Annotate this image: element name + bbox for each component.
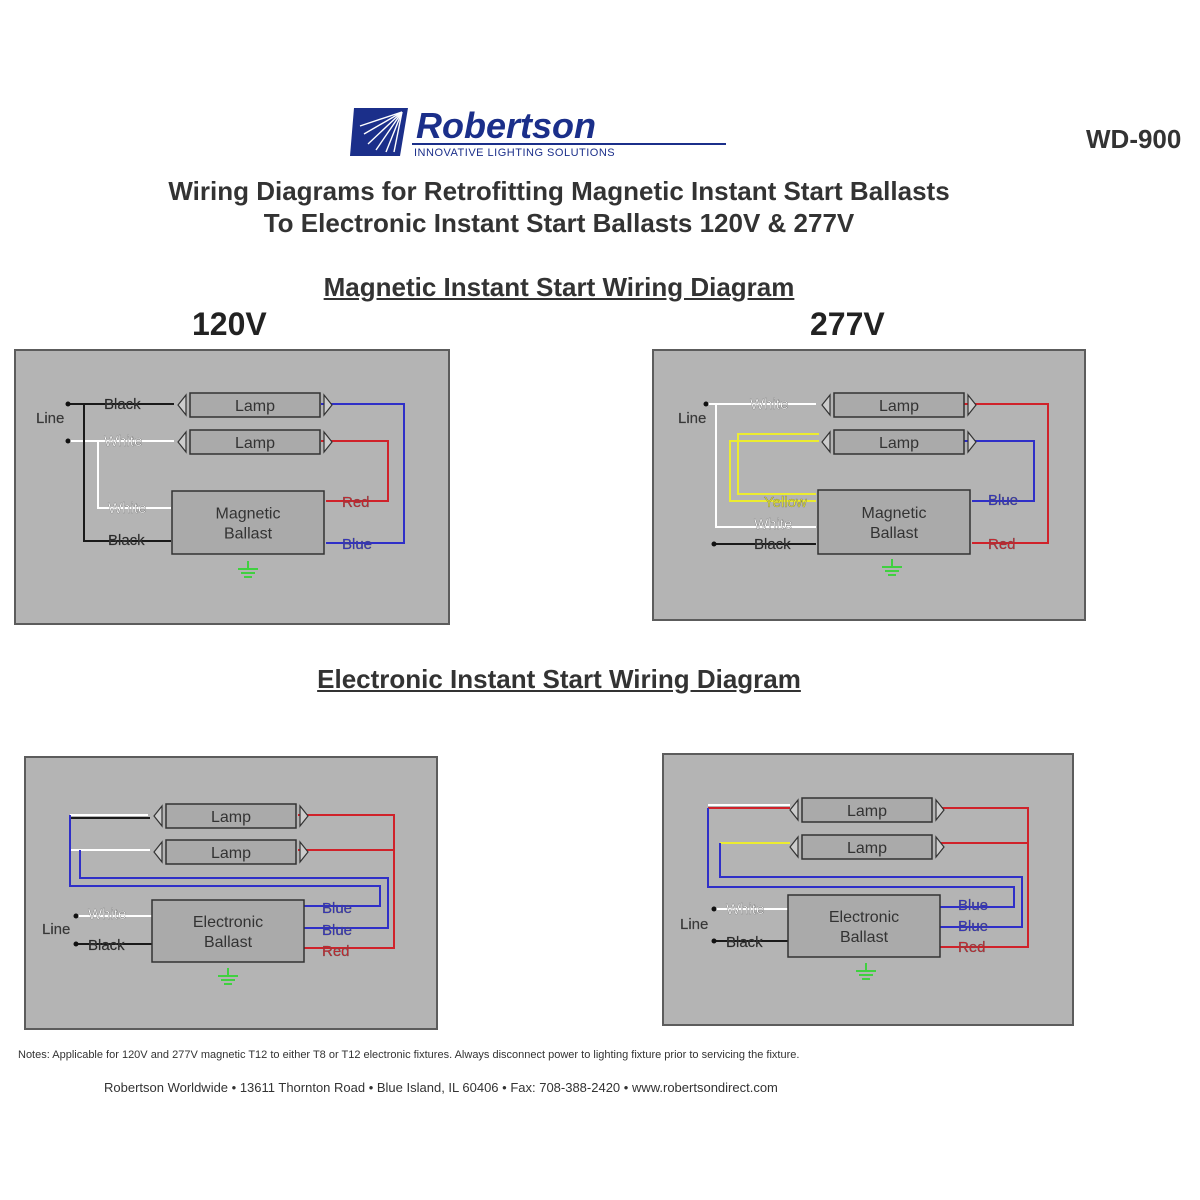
lamp-label: Lamp: [210, 809, 252, 826]
ballast-box: [788, 895, 940, 957]
ground-icon: [238, 561, 258, 577]
lamp-socket-left: [790, 800, 798, 820]
ballast-label: Ballast: [203, 934, 253, 951]
ballast-label: Magnetic: [861, 505, 927, 522]
brand-name: Robertson: [416, 105, 596, 146]
lamp-socket-right: [968, 395, 976, 415]
wire-label-red: Red: [988, 536, 1016, 553]
wire-label-blue: Blue: [322, 900, 353, 917]
lamp-socket-right: [936, 837, 944, 857]
wire-label-blue: Blue: [958, 897, 989, 914]
wire-yellow: [730, 441, 819, 501]
lamp-socket-right: [324, 432, 332, 452]
ballast-label: Ballast: [839, 929, 889, 946]
notes-text: Notes: Applicable for 120V and 277V magnetic T12 to either T8 or T12 electronic fixtures. Always disconnect power to lighting fixture prior to servicing the fixture.: [18, 1049, 800, 1061]
wire-label-blue: Blue: [988, 492, 1019, 509]
lamp-socket-left: [154, 842, 162, 862]
electronic-277v-wiring-diagram: [662, 753, 1074, 1026]
ballast-label: Electronic: [828, 909, 900, 926]
voltage-120-label: 120V: [192, 306, 267, 342]
wire-label-white: White: [754, 516, 793, 533]
wire-label-blue: Blue: [342, 536, 373, 553]
wire-label-white: White: [726, 901, 765, 918]
magnetic-277v-wiring-diagram: [652, 349, 1086, 621]
wire-label-black: Black: [726, 934, 763, 951]
terminal-dot: [712, 542, 717, 547]
terminal-dot: [712, 939, 717, 944]
lamp-label: Lamp: [234, 435, 276, 452]
wire-label-red: Red: [342, 494, 370, 511]
ballast-label: Electronic: [192, 914, 264, 931]
lamp-socket-left: [178, 395, 186, 415]
ballast-label: Magnetic: [215, 505, 281, 523]
lamp-label: Lamp: [846, 803, 888, 820]
ground-icon: [856, 963, 876, 979]
lamp-label: Lamp: [210, 845, 252, 862]
wire-label-red: Red: [958, 939, 986, 956]
lamp-socket-left: [822, 395, 830, 415]
magnetic-section-heading: Magnetic Instant Start Wiring Diagram: [323, 272, 795, 302]
lamp-socket-left: [154, 806, 162, 826]
terminal-dot: [712, 907, 717, 912]
ballast-box: [152, 900, 304, 962]
wire-white: [98, 441, 171, 508]
lamp-socket-right: [300, 806, 308, 826]
line-label: Line: [680, 916, 709, 933]
lamp-label: Lamp: [878, 435, 920, 452]
document-code: WD-900: [1086, 124, 1182, 154]
wire-yellow: [738, 434, 819, 494]
page-title-line-2: To Electronic Instant Start Ballasts 120V & 277V: [263, 208, 855, 238]
wire-label-blue: Blue: [958, 918, 989, 935]
terminal-dot: [66, 439, 71, 444]
wire-label-black: Black: [108, 532, 145, 549]
wire-blue: [321, 404, 404, 543]
electronic-120v-wiring-diagram: [24, 756, 438, 1030]
lamp-socket-left: [790, 837, 798, 857]
wire-red: [964, 404, 1048, 543]
lamp-label: Lamp: [234, 398, 276, 415]
voltage-277-label: 277V: [810, 306, 885, 342]
magnetic-120v-wiring-diagram: [14, 349, 450, 625]
wire-label-white: White: [88, 906, 127, 923]
line-label: Line: [678, 410, 707, 427]
wire-label-yellow: Yellow: [764, 494, 807, 511]
line-label: Line: [36, 410, 65, 427]
wire-label-white: White: [750, 396, 789, 413]
electronic-section-heading: Electronic Instant Start Wiring Diagram: [317, 664, 801, 694]
lamp-socket-right: [300, 842, 308, 862]
line-label: Line: [42, 921, 71, 938]
lamp-socket-right: [324, 395, 332, 415]
wire-label-black: Black: [754, 536, 791, 553]
ballast-box: [172, 491, 324, 554]
ballast-box: [818, 490, 970, 554]
lamp-label: Lamp: [878, 398, 920, 415]
wire-label-white: White: [108, 500, 147, 517]
footer-contact-text: Robertson Worldwide • 13611 Thornton Road • Blue Island, IL 60406 • Fax: 708-388-2420 • www.robertsondirect.com: [104, 1080, 778, 1095]
wire-label-black: Black: [104, 396, 141, 413]
page-title-line-1: Wiring Diagrams for Retrofitting Magnetic Instant Start Ballasts: [168, 176, 950, 206]
wire-label-red: Red: [322, 943, 350, 960]
lamp-socket-left: [822, 432, 830, 452]
wire-label-white: White: [104, 433, 143, 450]
terminal-dot: [704, 402, 709, 407]
robertson-logo: [350, 104, 740, 160]
wire-red: [321, 441, 388, 501]
ground-icon: [218, 968, 238, 984]
lamp-socket-right: [936, 800, 944, 820]
lamp-label: Lamp: [846, 840, 888, 857]
terminal-dot: [66, 402, 71, 407]
ballast-label: Ballast: [223, 525, 273, 543]
lamp-socket-right: [968, 432, 976, 452]
terminal-dot: [74, 914, 79, 919]
ground-icon: [882, 559, 902, 575]
terminal-dot: [74, 942, 79, 947]
lamp-socket-left: [178, 432, 186, 452]
brand-tagline: INNOVATIVE LIGHTING SOLUTIONS: [414, 147, 616, 159]
ballast-label: Ballast: [869, 525, 919, 542]
wire-label-black: Black: [88, 937, 125, 954]
wire-label-blue: Blue: [322, 922, 353, 939]
